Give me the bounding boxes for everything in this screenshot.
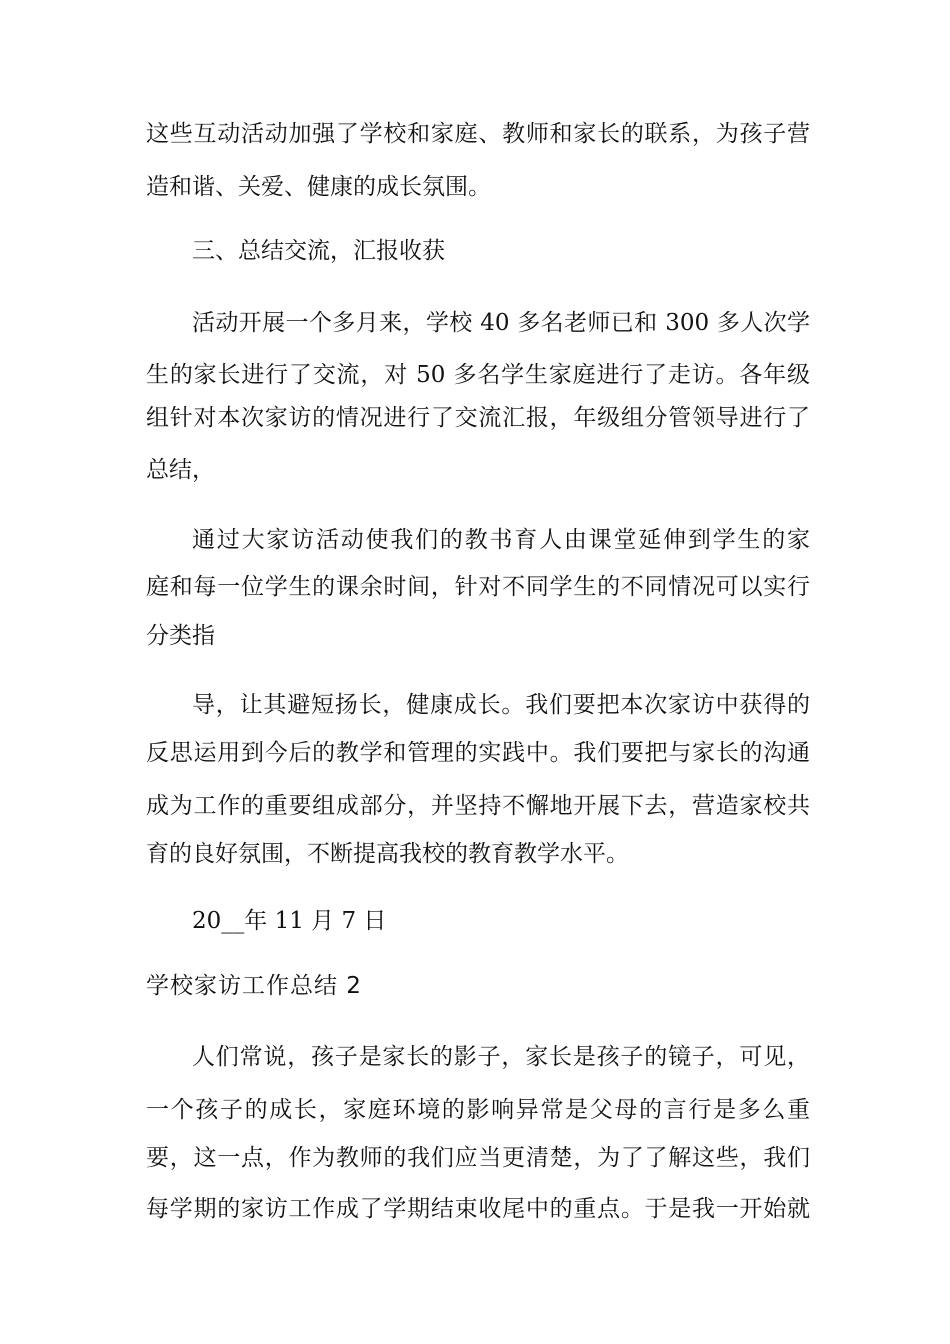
paragraph-3-line-1: 通过大家访活动使我们的教书育人由课堂延伸到学生的家	[192, 527, 810, 553]
paragraph-3-line-2: 庭和每一位学生的课余时间，针对不同学生的不同情况可以实行	[146, 574, 810, 600]
paragraph-2-line-3: 组针对本次家访的情况进行了交流汇报，年级组分管领导进行了	[146, 405, 810, 431]
section-heading: 三、总结交流，汇报收获	[192, 238, 445, 264]
paragraph-3-line-3: 分类指	[146, 623, 215, 649]
paragraph-2-line-2: 生的家长进行了交流，对 50 多名学生家庭进行了走访。各年级	[146, 362, 810, 388]
paragraph-4-line-1: 导，让其避短扬长，健康成长。我们要把本次家访中获得的	[192, 692, 810, 718]
section-title-2: 学校家访工作总结 2	[146, 973, 362, 999]
paragraph-1-line-2: 造和谐、关爱、健康的成长氛围。	[146, 174, 491, 200]
paragraph-2-line-4: 总结，	[146, 457, 215, 483]
paragraph-4-line-3: 成为工作的重要组成部分，并坚持不懈地开展下去，营造家校共	[146, 793, 810, 819]
paragraph-5-line-1: 人们常说，孩子是家长的影子，家长是孩子的镜子，可见，	[192, 1044, 810, 1070]
document-date: 20__年 11 月 7 日	[192, 908, 387, 934]
paragraph-5-line-4: 每学期的家访工作成了学期结束收尾中的重点。于是我一开始就	[146, 1196, 810, 1222]
paragraph-4-line-2: 反思运用到今后的教学和管理的实践中。我们要把与家长的沟通	[146, 740, 810, 766]
paragraph-2-line-1: 活动开展一个多月来，学校 40 多名老师已和 300 多人次学	[192, 310, 810, 336]
paragraph-5-line-3: 要，这一点，作为教师的我们应当更清楚，为了了解这些，我们	[146, 1145, 810, 1171]
paragraph-1-line-1: 这些互动活动加强了学校和家庭、教师和家长的联系，为孩子营	[146, 121, 810, 147]
paragraph-4-line-4: 育的良好氛围，不断提高我校的教育教学水平。	[146, 841, 629, 867]
paragraph-5-line-2: 一个孩子的成长，家庭环境的影响异常是父母的言行是多么重	[146, 1097, 810, 1123]
